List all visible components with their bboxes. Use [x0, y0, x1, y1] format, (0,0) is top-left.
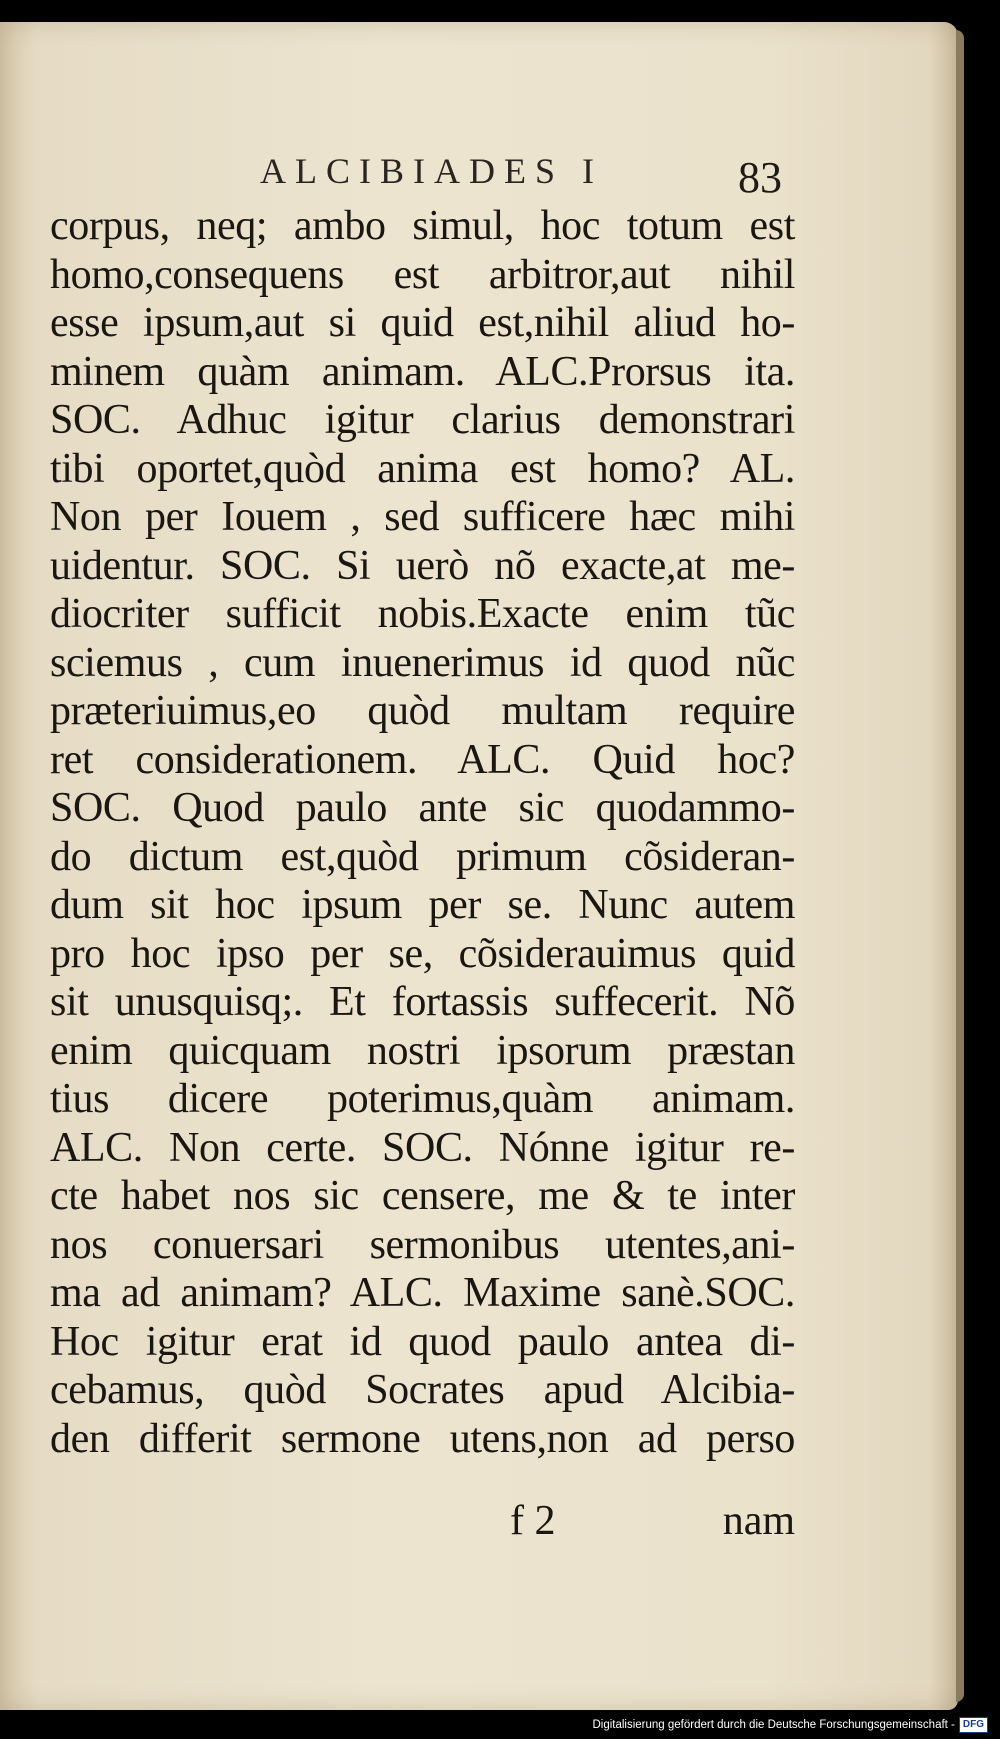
running-head: ALCIBIADES I — [260, 151, 603, 191]
book-page — [0, 22, 958, 1710]
text-line: diocriter sufficit nobis.Exacte enim tũc — [50, 591, 795, 637]
text-line: ma ad animam? ALC. Maxime sanè.SOC. — [50, 1270, 795, 1316]
digitization-credit — [592, 1715, 988, 1735]
text-line: sit unusquisq;. Et fortassis suffecerit. Nõ — [50, 979, 795, 1025]
text-line: ret considerationem. ALC. Quid hoc? — [50, 736, 795, 783]
text-line: Non per Iouem , sed sufficere hæc mihi — [50, 494, 795, 540]
signature-mark: f 2 — [510, 1498, 556, 1544]
text-line: sciemus , cum inuenerimus id quod nũc — [50, 639, 795, 686]
text-line: dum sit hoc ipsum per se. Nunc autem — [50, 882, 795, 928]
text-line: pro hoc ipso per se, cõsiderauimus quid — [50, 930, 795, 977]
text-line: cte habet nos sic censere, me & te inter — [50, 1173, 795, 1219]
text-line: cebamus, quòd Socrates apud Alcibia- — [50, 1367, 795, 1413]
dfg-logo: DFG — [959, 1717, 988, 1733]
text-line: SOC. Quod paulo ante sic quodammo- — [50, 785, 795, 831]
text-line: do dictum est,quòd primum cõsideran- — [50, 833, 795, 880]
text-line: tius dicere poterimus,quàm animam. — [50, 1076, 795, 1122]
text-line: Hoc igitur erat id quod paulo antea di- — [50, 1318, 795, 1365]
page-number: 83 — [738, 153, 782, 202]
text-line: esse ipsum,aut si quid est,nihil aliud ho- — [50, 300, 795, 346]
text-line: minem quàm animam. ALC.Prorsus ita. — [50, 348, 795, 395]
text-line: enim quicquam nostri ipsorum præstan — [50, 1027, 795, 1074]
text-line: den differit sermone utens,non ad perso — [50, 1415, 795, 1462]
page-edge — [956, 30, 964, 1702]
text-line: uidentur. SOC. Si uerò nõ exacte,at me- — [50, 542, 795, 589]
catchword: nam — [722, 1498, 795, 1544]
page-footer — [50, 1497, 795, 1547]
text-line: tibi oportet,quòd anima est homo? AL. — [50, 445, 795, 492]
text-line: corpus, neq; ambo simul, hoc totum est — [50, 203, 795, 249]
text-block — [50, 202, 795, 1463]
text-line: ALC. Non certe. SOC. Nónne igitur re- — [50, 1124, 795, 1171]
text-line: nos conuersari sermonibus utentes,ani- — [50, 1221, 795, 1268]
text-line: SOC. Adhuc igitur clarius demonstrari — [50, 397, 795, 443]
text-line: præteriuimus,eo quòd multam require — [50, 688, 795, 734]
text-line: homo,consequens est arbitror,aut nihil — [50, 251, 795, 298]
credit-text: Digitalisierung gefördert durch die Deutsche Forschungsgemeinschaft - — [592, 1719, 955, 1731]
